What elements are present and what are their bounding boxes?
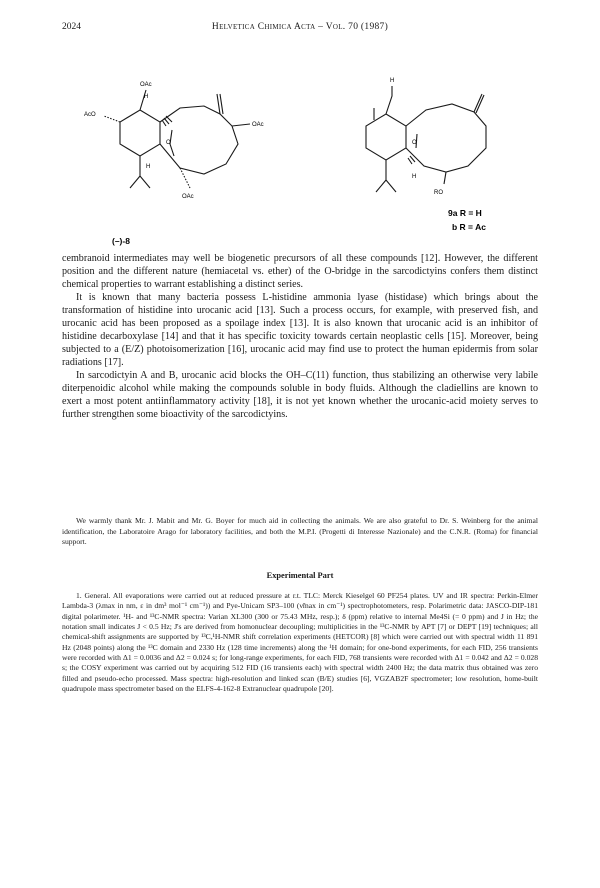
acknowledgement <box>62 516 538 548</box>
body-paragraph-1: cembranoid intermediates may well be biogenetic precursors of all these compounds [12]. However, the different position and the different nature (hemiacetal vs. ether) of the O-bridge in the sarcodictyins confers them distinct chemical properties to warrant establishing a distinct series. <box>62 253 538 290</box>
left-oac-bottom: OAc <box>182 194 194 200</box>
page-number: 2024 <box>62 22 81 32</box>
left-oac-top: OAc <box>140 82 152 88</box>
right-h-bottom: H <box>412 174 417 180</box>
structure-right <box>366 86 486 192</box>
running-head: Helvetica Chimica Acta – Vol. 70 (1987) <box>211 22 389 32</box>
structures-svg <box>62 52 538 252</box>
left-h-top: H <box>144 94 149 100</box>
body-text <box>62 252 538 421</box>
left-aco: AcO <box>84 112 96 118</box>
page-header <box>62 22 538 36</box>
structure-left <box>104 90 250 188</box>
right-h-top: H <box>390 78 395 84</box>
left-oac-right: OAc <box>252 122 264 128</box>
compound-label-8: (–)-8 <box>112 236 130 246</box>
compound-label-9b: b R = Ac <box>452 222 486 232</box>
left-h-bottom: H <box>146 164 151 170</box>
experimental-general-paragraph: 1. General. All evaporations were carried out at reduced pressure at r.t. TLC: Merck Kieselgel 60 PF254 plates. UV and IR spectra: Perkin-Elmer Lambda-3 (λmax in nm, ε in dm³ mol⁻¹ cm⁻¹)) and Pye-Unicam SP3–100 (ν̃max in cm⁻¹) spectrophotometers, resp. Polarimetric data: JASCO-DIP-181 digital polarimeter. ¹H- and ¹³C-NMR spectra: Varian XL300 (300 or 75.43 MHz, resp.); δ (ppm) relative to internal Me4Si (= 0 ppm) and J in Hz; the notation small indicates J < 0.5 Hz; J's are derived from homonuclear decoupling; multiplicities in the ¹³C-NMR by APT [7] or DEPT [19] techniques; all chemical-shift assignments are supported by ¹³C,¹H-NMR shift correlation experiments (HETCOR) [8] which were carried out with spectral width 11 891 Hz (2048 points) along the ¹³C domain and 2330 Hz (128 time increments) along the ¹H domain; for one-bond experiments, for each FID, 256 transients were recorded with Δ1 = 0.0036 and Δ2 = 0.024 s; for long-range experiments, for each FID, 768 transients were recorded with Δ1 = 0.042 and Δ2 = 0.028 s; the COSY experiment was carried out by acquiring 512 FID (16 transients each) with spectral width 2400 Hz; the data matrix thus obtained was zero filled and pseudo-echo processed. Mass spectra: high-resolution and linked scan (B/E) studies [6], VGZAB2F spectrometer; low resolution, home-built quadrupole mass spectrometer based on the ELFS-4-162-8 Extranuclear quadrupole [20]. <box>62 591 538 694</box>
experimental-section-title: Experimental Part <box>266 571 334 580</box>
compound-label-9a: 9a R = H <box>448 208 482 218</box>
body-paragraph-3: In sarcodictyin A and B, urocanic acid blocks the OH–C(11) function, thus stabilizing an otherwise very labile diterpenoidic alcohol while making the compounds soluble in body fluids. Although the cladiellins are known to exert a most potent antiinflammatory activity [18], it is not yet known whether the urocanic-acid moiety serves to further strengthen some bioactivity of the sarcodictyins. <box>62 370 538 420</box>
body-paragraph-2: It is known that many bacteria possess L-histidine ammonia lyase (histidase) which brings about the transformation of histidine into urocanic acid [13]. Such a process occurs, for example, with preserved fish, and urocanic acid has been proposed as a spoilage index [13]. It is also known that urocanic acid is an inhibitor of histidine decarboxylase [14] and that it has specific toxicity towards certain neoplastic cells [15]. Moreover, being subjected to a (E/Z) photoisomerization [16], urocanic acid may find use to protect the human epidermis from solar radiations [17]. <box>62 292 538 368</box>
experimental-section <box>62 591 538 694</box>
right-o-bridge: O <box>412 140 417 146</box>
left-o-bridge: O <box>166 140 171 146</box>
acknowledgement-text: We warmly thank Mr. J. Mabit and Mr. G. Boyer for much aid in collecting the animals. We are also grateful to Dr. S. Weinberg for the animal identification, the Laboratoire Arago for laboratory facilities, and both the M.P.I. (Progetti di Interesse Nazionale) and the C.N.R. (Roma) for financial support. <box>62 516 538 546</box>
chemical-structures-figure <box>62 52 538 252</box>
right-ro: RO <box>434 190 443 196</box>
